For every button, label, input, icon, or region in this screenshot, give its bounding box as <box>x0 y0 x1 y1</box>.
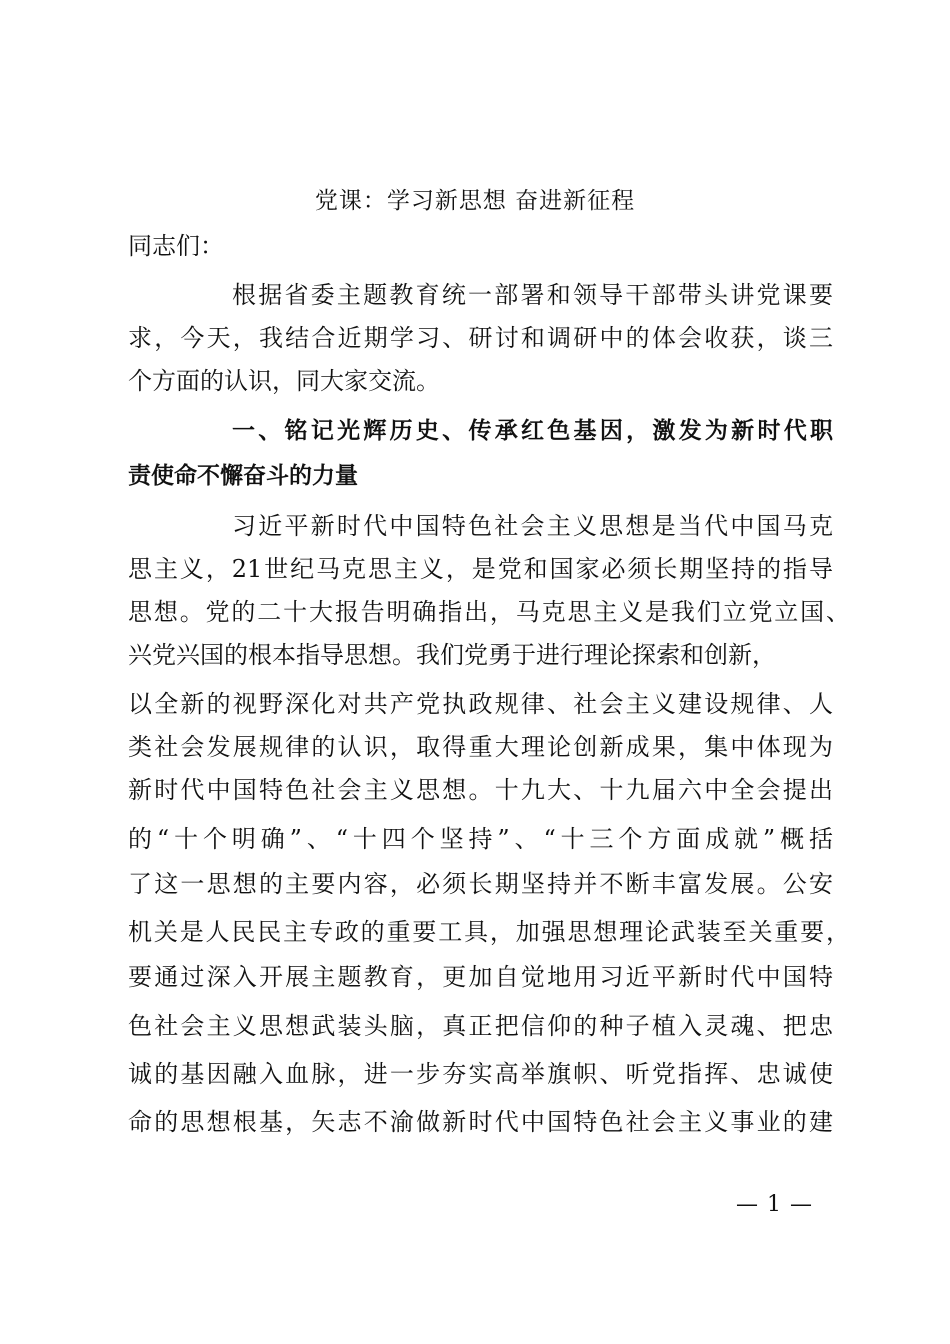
body-line: 要通过深入开展主题教育，更加自觉地用习近平新时代中国特 <box>128 963 833 991</box>
body-line: 诚的基因融入血脉，进一步夯实高举旗帜、听党指挥、忠诚使 <box>128 1060 833 1088</box>
body-line: 兴党兴国的根本指导思想。我们党勇于进行理论探索和创新， <box>128 641 776 669</box>
intro-line: 根据省委主题教育统一部署和领导干部带头讲党课要 <box>232 281 833 309</box>
body-line: 习近平新时代中国特色社会主义思想是当代中国马克 <box>232 512 833 540</box>
body-line: 以全新的视野深化对共产党执政规律、社会主义建设规律、人 <box>128 690 833 718</box>
document-title: 党课：学习新思想 奋进新征程 <box>314 188 636 214</box>
body-line: 了这一思想的主要内容，必须长期坚持并不断丰富发展。公安 <box>128 870 833 898</box>
page-number: — 1 — <box>736 1192 813 1217</box>
body-line: 类社会发展规律的认识，取得重大理论创新成果，集中体现为 <box>128 733 833 761</box>
intro-line: 求，今天，我结合近期学习、研讨和调研中的体会收获，谈三 <box>128 324 833 352</box>
body-line: 思主义，21世纪马克思主义，是党和国家必须长期坚持的指导 <box>128 555 833 583</box>
section-heading-line: 一、铭记光辉历史、传承红色基因，激发为新时代职 <box>232 418 833 444</box>
intro-line: 个方面的认识，同大家交流。 <box>128 367 440 395</box>
body-line: 思想。党的二十大报告明确指出，马克思主义是我们立党立国、 <box>128 598 850 626</box>
body-line: 机关是人民民主专政的重要工具，加强思想理论武装至关重要， <box>128 918 850 946</box>
body-line: 命的思想根基，矢志不渝做新时代中国特色社会主义事业的建 <box>128 1108 833 1136</box>
body-line: 的“十个明确”、“十四个坚持”、“十三个方面成就”概括 <box>128 825 833 853</box>
salutation: 同志们： <box>128 232 224 260</box>
body-line: 色社会主义思想武装头脑，真正把信仰的种子植入灵魂、把忠 <box>128 1012 833 1040</box>
section-heading-line: 责使命不懈奋斗的力量 <box>128 463 358 489</box>
body-line: 新时代中国特色社会主义思想。十九大、十九届六中全会提出 <box>128 776 833 804</box>
